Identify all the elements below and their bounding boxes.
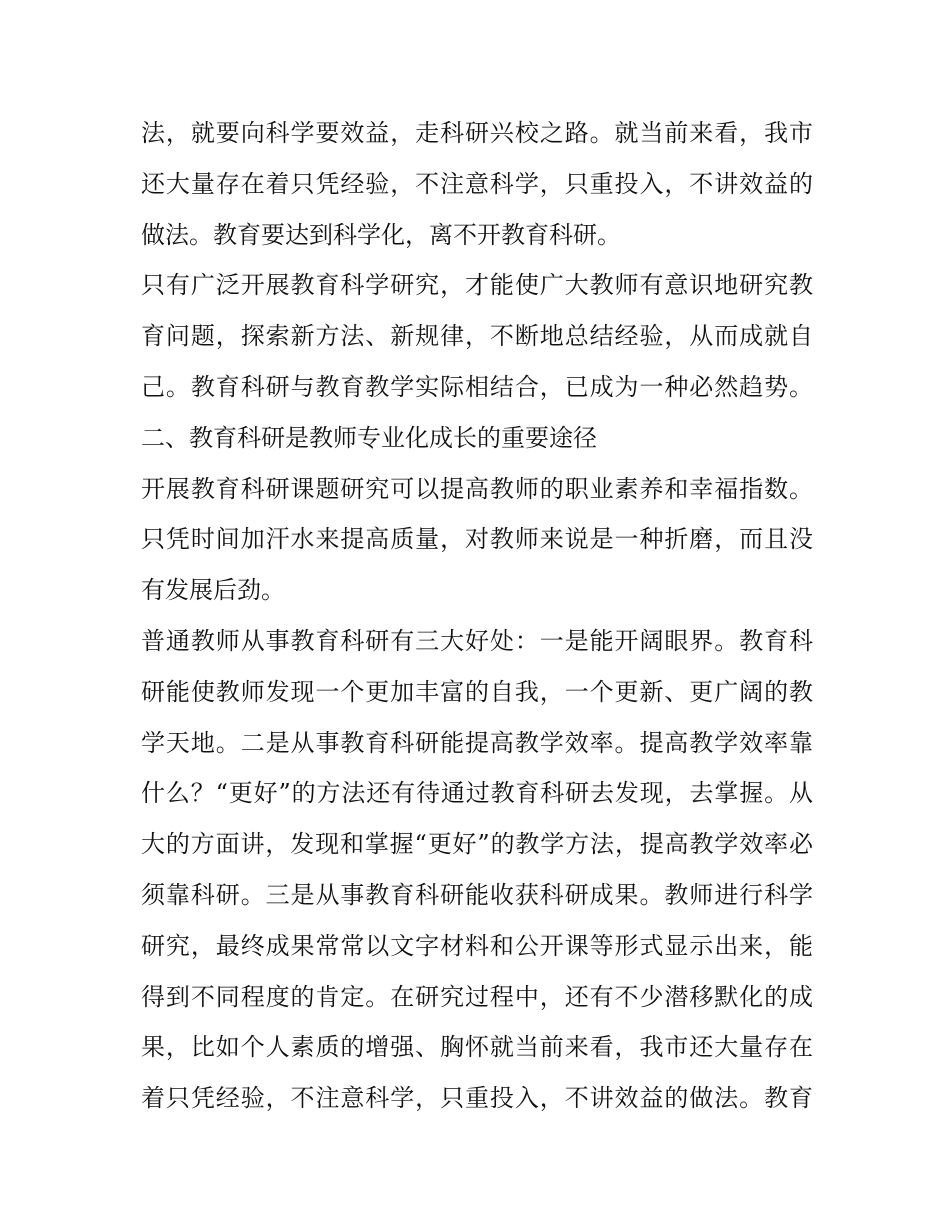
section-heading: 二、教育科研是教师专业化成长的重要途径 bbox=[141, 423, 597, 452]
text-line: 育问题，探索新方法、新规律，不断地总结经验，从而成就自 bbox=[141, 322, 813, 351]
document-body-text bbox=[141, 108, 813, 1124]
text-line: 大的方面讲，发现和掌握“更好”的教学方法，提高教学效率必 bbox=[141, 830, 813, 859]
text-line: 法，就要向科学要效益，走科研兴校之路。就当前来看，我市 bbox=[141, 119, 813, 147]
text-line: 什么？“更好”的方法还有待通过教育科研去发现，去掌握。从 bbox=[141, 779, 813, 808]
text-line: 须靠科研。三是从事教育科研能收获科研成果。教师进行科学 bbox=[141, 880, 813, 909]
text-line: 做法。教育要达到科学化，离不开教育科研。 bbox=[141, 220, 621, 249]
text-line: 还大量存在着只凭经验，不注意科学，只重投入，不讲效益的 bbox=[141, 169, 813, 198]
text-line: 只有广泛开展教育科学研究，才能使广大教师有意识地研究教 bbox=[141, 271, 813, 300]
text-line: 研究，最终成果常常以文字材料和公开课等形式显示出来，能 bbox=[141, 931, 813, 960]
text-line: 学天地。二是从事教育科研能提高教学效率。提高教学效率靠 bbox=[141, 728, 813, 757]
text-line: 着只凭经验，不注意科学，只重投入，不讲效益的做法。教育 bbox=[141, 1084, 813, 1113]
text-line: 只凭时间加汗水来提高质量，对教师来说是一种折磨，而且没 bbox=[141, 525, 813, 554]
text-line: 己。教育科研与教育教学实际相结合，已成为一种必然趋势。 bbox=[141, 372, 813, 401]
text-line: 普通教师从事教育科研有三大好处：一是能开阔眼界。教育科 bbox=[141, 626, 813, 655]
text-line: 得到不同程度的肯定。在研究过程中，还有不少潜移默化的成 bbox=[141, 982, 813, 1011]
text-line: 研能使教师发现一个更加丰富的自我，一个更新、更广阔的教 bbox=[141, 677, 813, 706]
text-line: 果，比如个人素质的增强、胸怀就当前来看，我市还大量存在 bbox=[141, 1033, 813, 1062]
text-line: 开展教育科研课题研究可以提高教师的职业素养和幸福指数。 bbox=[141, 474, 813, 503]
text-line: 有发展后劲。 bbox=[141, 576, 285, 605]
